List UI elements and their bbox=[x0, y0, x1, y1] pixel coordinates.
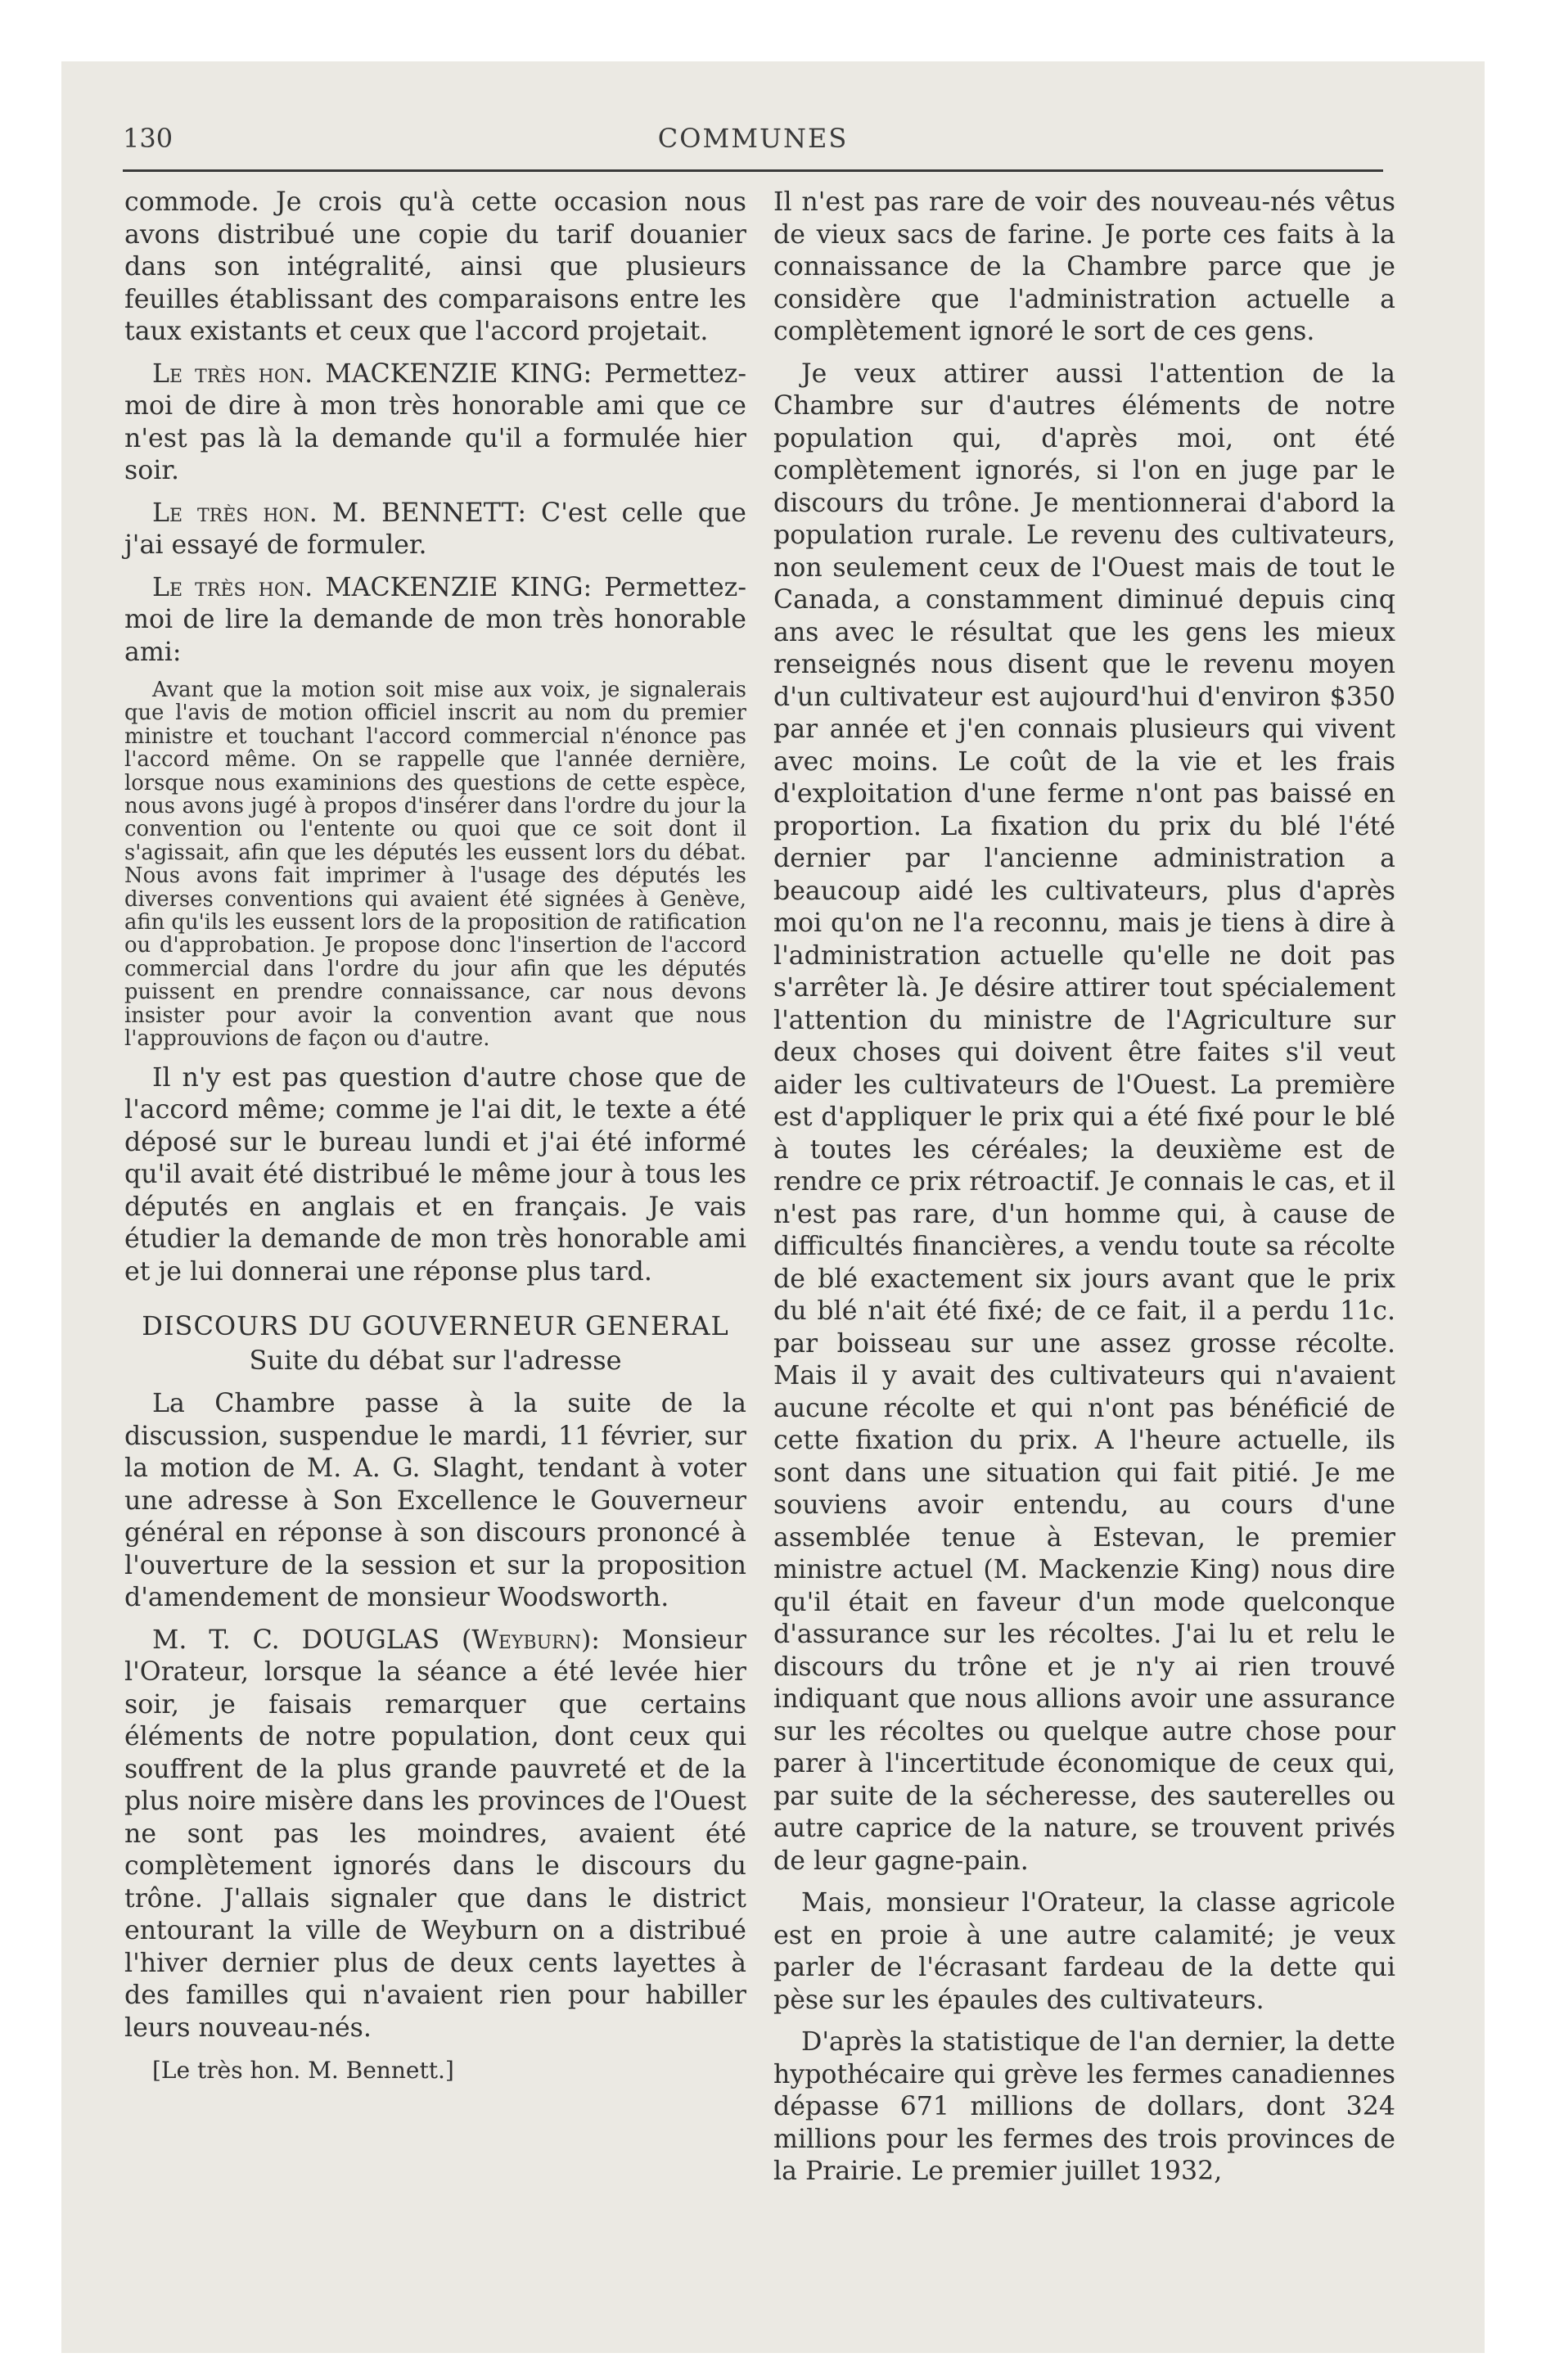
left-column bbox=[124, 187, 746, 2097]
section-heading: DISCOURS DU GOUVERNEUR GENERAL bbox=[142, 1310, 729, 1341]
speech-text: Monsieur l'Orateur, lorsque la séance a été levée hier soir, je faisais remarquer que certains éléments de notre population, dont ceux qui souffrent de la plus grande pauvreté et de la plus noire misère dans les provinces de l'Ouest ne sont pas les moindres, avaient été complètement ignorés dans le discours du trône. J'allais signaler que dans le district entourant la ville de Weyburn on a distribué l'hiver dernier plus de deux cents layettes à des familles qui n'avaient rien pour habiller leurs nouveau-nés. bbox=[124, 1625, 746, 2043]
speaker-name: Le très hon. MACKENZIE KING: bbox=[152, 572, 593, 602]
left-paragraph-1: commode. Je crois qu'à cette occasion nous avons distribué une copie du tarif douanier dans son intégralité, ainsi que plusieurs feuilles établissant des comparaisons entre les taux existants et ceux que l'accord projetait. bbox=[124, 187, 746, 346]
left-paragraph-4 bbox=[124, 572, 746, 669]
speech-text: Permettez-moi de lire la demande de mon très honorable ami: bbox=[124, 572, 746, 667]
right-paragraph-1: Il n'est pas rare de voir des nouveau-nés vêtus de vieux sacs de farine. Je porte ces faits à la connaissance de la Chambre parce que je considère que l'administration actuelle a complètement ignoré le sort de ces gens. bbox=[773, 187, 1395, 346]
speech-text: Permettez-moi de dire à mon très honorable ami que ce n'est pas là la demande qu'il a formulée hier soir. bbox=[124, 358, 746, 485]
right-paragraph-4: D'après la statistique de l'an dernier, la dette hypothécaire qui grève les fermes canadiennes dépasse 671 millions de dollars, dont 324 millions pour les fermes des trois provinces de la Prairie. Le premier juillet 1932, bbox=[773, 2027, 1395, 2186]
footer-attribution: [Le très hon. M. Bennett.] bbox=[152, 2057, 454, 2084]
left-paragraph-3 bbox=[124, 498, 746, 562]
section-subheading: Suite du débat sur l'adresse bbox=[249, 1345, 622, 1376]
left-paragraph-2 bbox=[124, 358, 746, 488]
header-rule bbox=[123, 169, 1383, 172]
page-header bbox=[123, 123, 1383, 164]
left-paragraph-7 bbox=[124, 1625, 746, 2045]
speaker-name: Le très hon. M. BENNETT: bbox=[152, 498, 527, 528]
right-paragraph-3: Mais, monsieur l'Orateur, la classe agricole est en proie à une autre calamité; je veux parler de l'écrasant fardeau de la dette qui pèse sur les épaules des cultivateurs. bbox=[773, 1888, 1395, 2015]
right-column bbox=[773, 187, 1395, 2198]
speaker-name: Le très hon. MACKENZIE KING: bbox=[152, 358, 593, 389]
right-paragraph-2: Je veux attirer aussi l'attention de la Chambre sur d'autres éléments de notre population qui, d'après moi, ont été complètement ignorés, si l'on en juge par le discours du trône. Je mentionnerai d'abord la population rurale. Le revenu des cultivateurs, non seulement ceux de l'Ouest mais de tout le Canada, a constamment diminué depuis cinq ans avec le résultat que les gens les mieux renseignés nous disent que le revenu moyen d'un cultivateur est aujourd'hui d'environ $350 par année et j'en connais plusieurs qui vivent avec moins. Le coût de la vie et les frais d'exploitation d'une ferme n'ont pas baissé en proportion. La fixation du prix du blé l'été dernier par l'ancienne administration a beaucoup aidé les cultivateurs, plus d'après moi qu'on ne l'a reconnu, mais je tiens à dire à l'administration actuelle qu'elle ne doit pas s'arrêter là. Je désire attirer tout spécialement l'attention du ministre de l'Agriculture sur deux choses qui doivent être faites s'il veut aider les cultivateurs de l'Ouest. La première est d'appliquer le prix qui a été fixé pour le blé à toutes les céréales; la deuxième est de rendre ce prix rétroactif. Je connais le cas, et il n'est pas rare, d'un homme qui, à cause de difficultés financières, a vendu toute sa récolte de blé exactement six jours avant que le prix du blé n'ait été fixé; de ce fait, il a perdu 11c. par boisseau sur une assez grosse récolte. Mais il y avait des cultivateurs qui n'avaient aucune récolte et qui n'ont pas bénéficié de cette fixation du prix. A l'heure actuelle, ils sont dans une situation qui fait pitié. Je me souviens avoir entendu, au cours d'une assemblée tenue à Estevan, le premier ministre actuel (M. Mackenzie King) nous dire qu'il était en faveur d'un mode quelconque d'assurance sur les récoltes. J'ai lu et relu le discours du trône et je n'y ai rien trouvé indiquant que nous allions avoir une assurance sur les récoltes ou quelque autre chose pour parer à l'incertitude économique de ceux qui, par suite de la sécheresse, des sauterelles ou autre caprice de la nature, se trouvent privés de leur gagne-pain. bbox=[773, 358, 1395, 1876]
speech-text: C'est celle que j'ai essayé de formuler. bbox=[124, 498, 746, 560]
left-paragraph-5: Il n'y est pas question d'autre chose que de l'accord même; comme je l'ai dit, le texte a été déposé sur le bureau lundi et j'ai été informé qu'il avait été distribué le même jour à tous les députés en anglais et en français. Je vais étudier la demande de mon très honorable ami et je lui donnerai une réponse plus tard. bbox=[124, 1062, 746, 1287]
running-title: COMMUNES bbox=[657, 123, 849, 154]
page-number: 130 bbox=[123, 123, 174, 154]
speaker-name: M. T. C. DOUGLAS (Weyburn): bbox=[152, 1625, 600, 1655]
quoted-motion: Avant que la motion soit mise aux voix, je signalerais que l'avis de motion officiel inscrit au nom du premier ministre et touchant l'accord commercial n'énonce pas l'accord même. On se rappelle que l'année dernière, lorsque nous examinions des questions de cette espèce, nous avons jugé à propos d'insérer dans l'ordre du jour la convention ou l'entente ou quoi que ce soit dont il s'agissait, afin que les députés les eussent lors du débat. Nous avons fait imprimer à l'usage des députés les diverses conventions qui avaient été signées à Genève, afin qu'ils les eussent lors de la proposition de ratification ou d'approbation. Je propose donc l'insertion de l'accord commercial dans l'ordre du jour afin que les députés puissent en prendre connaissance, car nous devons insister pour avoir la convention avant que nous l'approuvions de façon ou d'autre. bbox=[124, 678, 746, 1052]
left-paragraph-6: La Chambre passe à la suite de la discussion, suspendue le mardi, 11 février, sur la motion de M. A. G. Slaght, tendant à voter une adresse à Son Excellence le Gouverneur général en réponse à son discours prononcé à l'ouverture de la session et sur la proposition d'amendement de monsieur Woodsworth. bbox=[124, 1389, 746, 1612]
